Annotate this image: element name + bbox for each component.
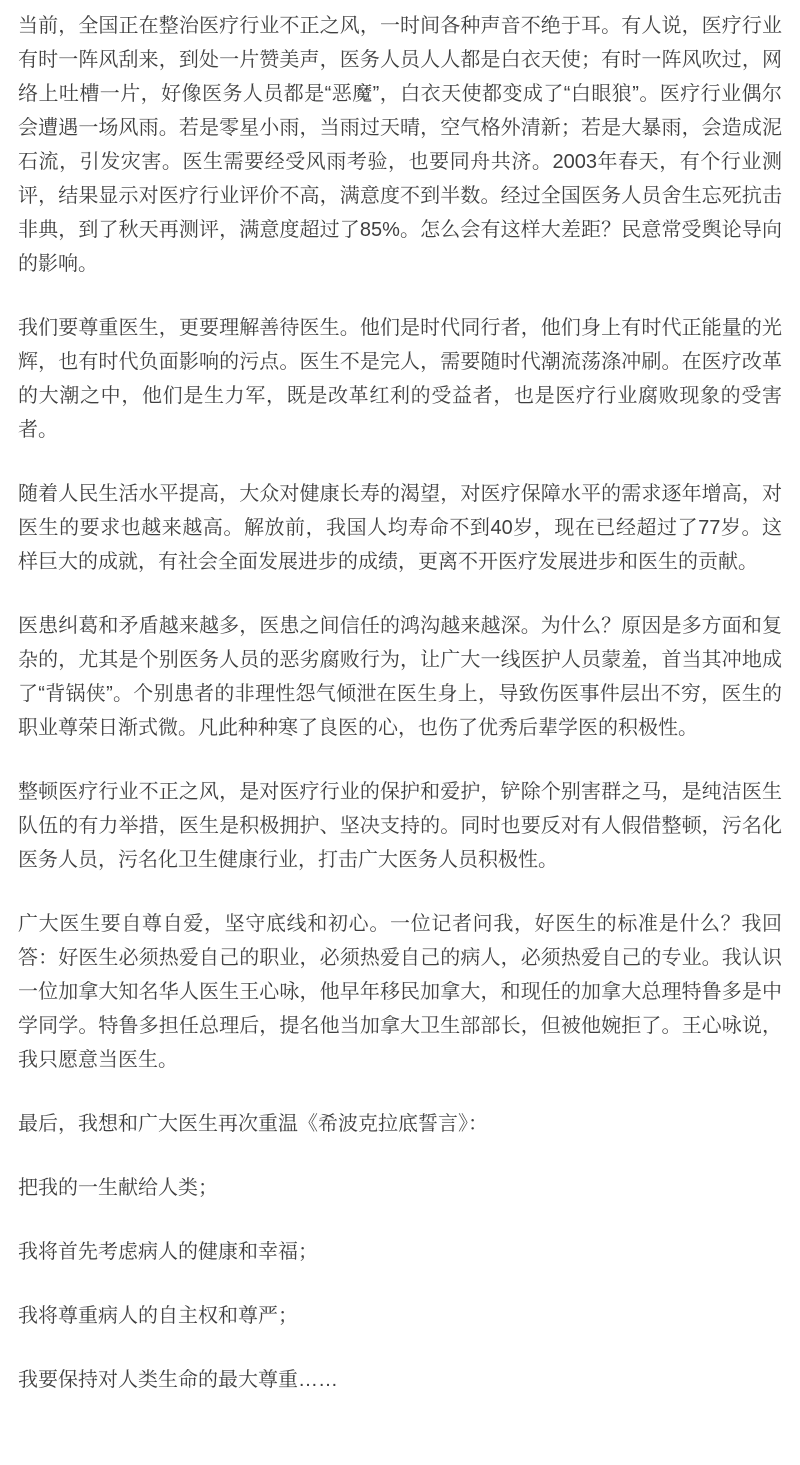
paragraph-respect-doctors: 我们要尊重医生，更要理解善待医生。他们是时代同行者，他们身上有时代正能量的光辉，也有时代负面影响的污点。医生不是完人，需要随时代潮流荡涤冲刷。在医疗改革的大潮之中，他们是生力军，既是改革红利的受益者，也是医疗行业腐败现象的受害者。 (18, 317, 782, 441)
paragraph-rectification: 整顿医疗行业不正之风，是对医疗行业的保护和爱护，铲除个别害群之马，是纯洁医生队伍的有力举措，医生是积极拥护、坚决支持的。同时也要反对有人假借整顿，污名化医务人员，污名化卫生健康行业，打击广大医务人员积极性。 (18, 781, 782, 871)
paragraph-good-doctor-standard: 广大医生要自尊自爱，坚守底线和初心。一位记者问我，好医生的标准是什么？我回答：好医生必须热爱自己的职业，必须热爱自己的病人，必须热爱自己的专业。我认识一位加拿大知名华人医生王心咏，他早年移民加拿大，和现任的加拿大总理特鲁多是中学同学。特鲁多担任总理后，提名他当加拿大卫生部部长，但被他婉拒了。王心咏说，我只愿意当医生。 (18, 913, 782, 1071)
paragraph-intro-wind: 当前，全国正在整治医疗行业不正之风，一时间各种声音不绝于耳。有人说，医疗行业有时一阵风刮来，到处一片赞美声，医务人员人人都是白衣天使；有时一阵风吹过，网络上吐槽一片，好像医务人员都是“恶魔”，白衣天使都变成了“白眼狼”。医疗行业偶尔会遭遇一场风雨。若是零星小雨，当雨过天晴，空气格外清新；若是大暴雨，会造成泥石流，引发灾害。医生需要经受风雨考验，也要同舟共济。2003年春天，有个行业测评，结果显示对医疗行业评价不高，满意度不到半数。经过全国医务人员舍生忘死抗击非典，到了秋天再测评，满意度超过了85%。怎么会有这样大差距？民意常受舆论导向的影响。 (18, 15, 782, 275)
paragraph-doctor-patient-conflict: 医患纠葛和矛盾越来越多，医患之间信任的鸿沟越来越深。为什么？原因是多方面和复杂的，尤其是个别医务人员的恶劣腐败行为，让广大一线医护人员蒙羞，首当其冲地成了“背锅侠”。个别患者的非理性怨气倾泄在医生身上，导致伤医事件层出不穷，医生的职业尊荣日渐式微。凡此种种寒了良医的心，也伤了优秀后辈学医的积极性。 (18, 615, 782, 739)
oath-line-autonomy-dignity: 我将尊重病人的自主权和尊严； (18, 1305, 298, 1327)
oath-line-patient-health-first: 我将首先考虑病人的健康和幸福； (18, 1241, 318, 1263)
paragraph-living-standards: 随着人民生活水平提高，大众对健康长寿的渴望，对医疗保障水平的需求逐年增高，对医生的要求也越来越高。解放前，我国人均寿命不到40岁，现在已经超过了77岁。这样巨大的成就，有社会全面发展进步的成绩，更离不开医疗发展进步和医生的贡献。 (18, 483, 782, 573)
paragraph-hippocratic-oath-intro: 最后，我想和广大医生再次重温《希波克拉底誓言》： (18, 1113, 488, 1135)
oath-line-respect-life: 我要保持对人类生命的最大尊重…… (18, 1369, 338, 1391)
oath-line-dedicate-life: 把我的一生献给人类； (18, 1177, 218, 1199)
